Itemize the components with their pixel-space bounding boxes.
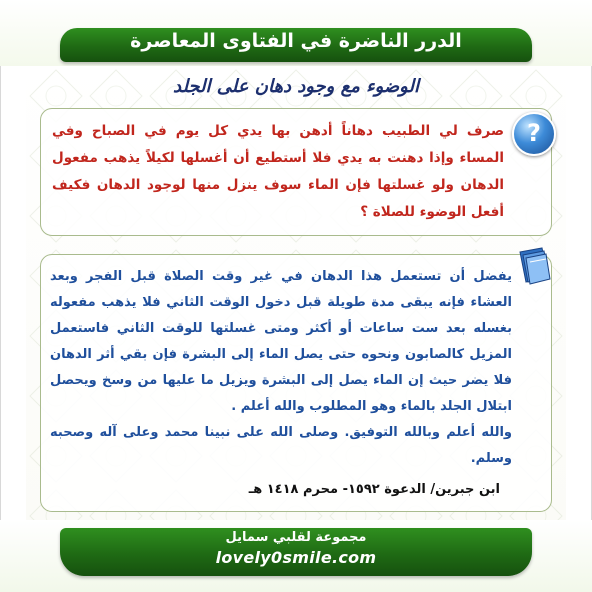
answer-text [50,264,512,472]
answer-paragraph: يفضل أن تستعمل هذا الدهان في غير وقت الصلاة قبل الفجر وبعد العشاء فإنه يبقى مدة طويلة قبل دخول الوقت الثاني فلا يذهب مفعوله بغسله بعد ست ساعات أو أكثر ومتى غسلتها للوقت الثاني فاستعمل المزيل كالصابون ونحوه حتى يصل الماء إلى البشرة فإن بقي أثر الدهان فلا يضر حيث إن الماء يصل إلى البشرة ويزيل ما عليها من وسخ ويحصل ابتلال الجلد بالماء وهو المطلوب والله أعلم . [50,269,512,414]
footer-site-link[interactable]: lovely0smile.com [215,548,377,567]
answer-source: ابن جبرين/ الدعوة ١٥٩٢- محرم ١٤١٨ هـ [248,482,500,497]
question-text: صرف لي الطبيب دهاناً أدهن بها يدي كل يوم في الصباح وفي المساء وإذا دهنت به يدي فلا أستطيع أن أغسلها لكيلاً يذهب مفعول الدهان ولو غسلتها فإن الماء سوف ينزل منها لوجود الدهان فكيف أفعل الوضوء للصلاة ؟ [52,123,504,220]
question-mark-icon: ? [512,112,556,156]
book-icon [514,246,552,286]
header-title: الدرر الناضرة في الفتاوى المعاصرة [130,30,462,52]
topic-title: الوضوء مع وجود دهان على الجلد [173,76,419,97]
answer-closing: والله أعلم وبالله التوفيق. وصلى الله على نبينا محمد وعلى آله وصحبه وسلم. [50,425,512,466]
footer-group-name: مجموعة لقلبي سمايل [225,530,367,545]
